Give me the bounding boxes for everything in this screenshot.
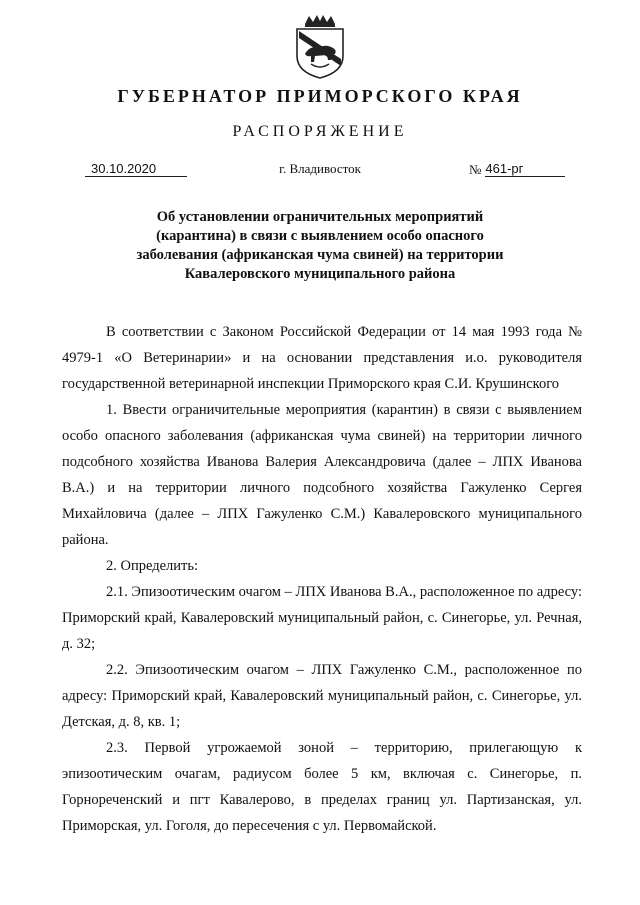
paragraph-preamble: В соответствии с Законом Российской Федерации от 14 мая 1993 года № 4979-1 «О Ветеринарии» и на основании представления и.о. руководителя государственной ветеринарной инспекции Приморского края С.И. Крушинского (62, 324, 582, 392)
paragraph-item-1: 1. Ввести ограничительные мероприятия (карантин) в связи с выявлением особо опасного заболевания (африканская чума свиней) на территории личного подсобного хозяйства Иванова Валерия Александровича (далее – ЛПХ Иванова В.А.) и на территории личного подсобного хозяйства Гажуленко Сергея Михайловича (далее – ЛПХ Гажуленко С.М.) Кавалеровского муниципального района. (62, 402, 582, 548)
document-title (110, 208, 530, 284)
paragraph-item-2-1: 2.1. Эпизоотическим очагом – ЛПХ Иванова В.А., расположенное по адресу: Приморский край, Кавалеровский муниципальный район, с. Синегорье, ул. Речная, д. 32; (62, 584, 582, 652)
number-value: 461-рг (485, 162, 565, 177)
document-city: г. Владивосток (279, 161, 361, 176)
org-title: ГУБЕРНАТОР ПРИМОРСКОГО КРАЯ (117, 86, 523, 106)
number-sign: № (469, 162, 482, 177)
paragraph-item-2: 2. Определить: (106, 558, 199, 574)
document-date: 30.10.2020 (85, 162, 187, 177)
document-type: РАСПОРЯЖЕНИЕ (232, 123, 408, 140)
document-body (62, 319, 582, 839)
title-line: Кавалеровского муниципального района (184, 266, 456, 282)
title-line: заболевания (африканская чума свиней) на территории (136, 247, 504, 263)
title-line: Об установлении ограничительных мероприятий (156, 209, 484, 225)
paragraph-item-2-3: 2.3. Первой угрожаемой зоной – территорию, прилегающую к эпизоотическим очагам, радиусом более 5 км, включая с. Синегорье, п. Горнореченский и пгт Кавалерово, в пределах границ ул. Партизанская, ул. Приморская, ул. Гоголя, до пересечения с ул. Первомайской. (62, 740, 582, 834)
coat-of-arms-icon (291, 14, 349, 80)
paragraph-item-2-2: 2.2. Эпизоотическим очагом – ЛПХ Гажуленко С.М., расположенное по адресу: Приморский край, Кавалеровский муниципальный район, с. Синегорье, ул. Детская, д. 8, кв. 1; (62, 662, 582, 730)
document-number (469, 162, 565, 177)
title-line: (карантина) в связи с выявлением особо опасного (156, 228, 484, 244)
